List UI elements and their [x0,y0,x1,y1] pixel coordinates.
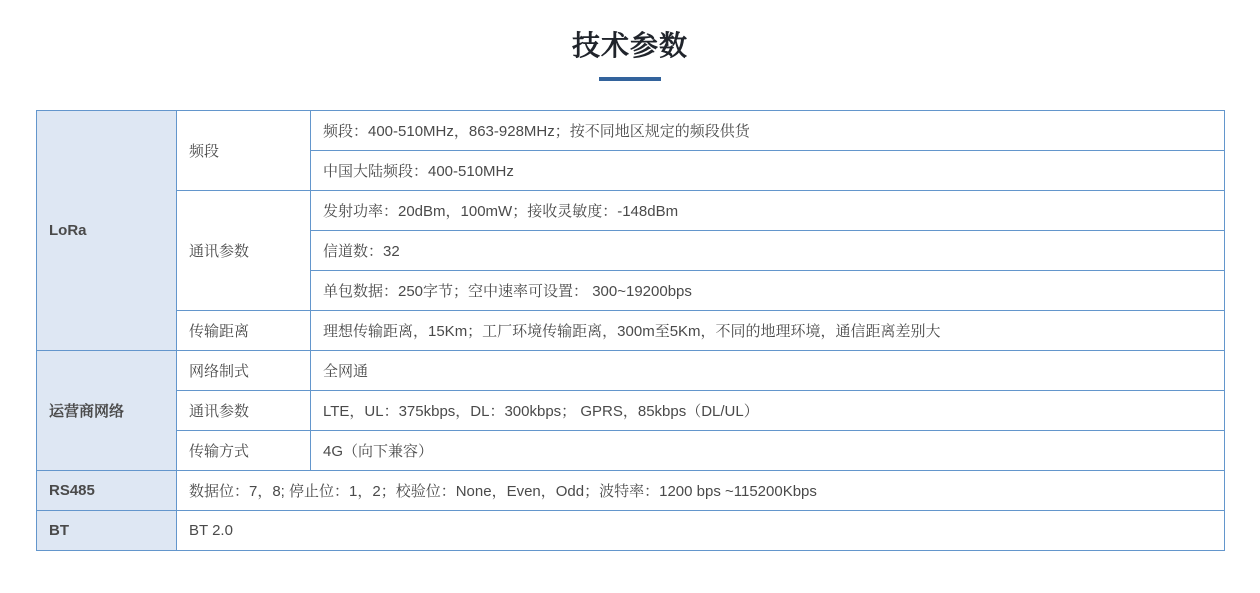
category-cell-rs485: RS485 [37,471,177,511]
param-value-packet: 单包数据：250字节；空中速率可设置： 300~19200bps [311,271,1225,311]
table-row [37,431,1225,471]
table-row [37,351,1225,391]
param-label-band: 频段 [177,111,311,191]
param-label-transfer-mode: 传输方式 [177,431,311,471]
page-title: 技术参数 [571,30,688,61]
param-value-tx-power: 发射功率：20dBm，100mW；接收灵敏度：-148dBm [311,191,1225,231]
title-underline [599,77,661,81]
param-value-rs485: 数据位：7，8; 停止位：1，2；校验位：None，Even，Odd；波特率：1200 bps ~115200Kbps [177,471,1225,511]
param-label-carrier-comm: 通讯参数 [177,391,311,431]
param-label-lora-comm: 通讯参数 [177,191,311,311]
table-row [37,471,1225,511]
category-cell-carrier: 运营商网络 [37,351,177,471]
param-label-distance: 传输距离 [177,311,311,351]
page-header [0,0,1260,81]
spec-table [36,110,1225,551]
param-label-network-mode: 网络制式 [177,351,311,391]
param-value-bt: BT 2.0 [177,511,1225,551]
param-value-distance: 理想传输距离，15Km；工厂环境传输距离，300m至5Km，不同的地理环境，通信距离差别大 [311,311,1225,351]
category-cell-bt: BT [37,511,177,551]
param-value-carrier-comm: LTE，UL：375kbps，DL：300kbps； GPRS，85kbps（DL/UL） [311,391,1225,431]
table-row [37,511,1225,551]
table-row [37,191,1225,231]
table-row [37,311,1225,351]
table-row [37,111,1225,151]
param-value-network-mode: 全网通 [311,351,1225,391]
param-value-channels: 信道数：32 [311,231,1225,271]
param-value-band-china: 中国大陆频段：400-510MHz [311,151,1225,191]
table-row [37,391,1225,431]
param-value-transfer-mode: 4G（向下兼容） [311,431,1225,471]
param-value-band-global: 频段：400-510MHz，863-928MHz；按不同地区规定的频段供货 [311,111,1225,151]
category-cell-lora: LoRa [37,111,177,351]
